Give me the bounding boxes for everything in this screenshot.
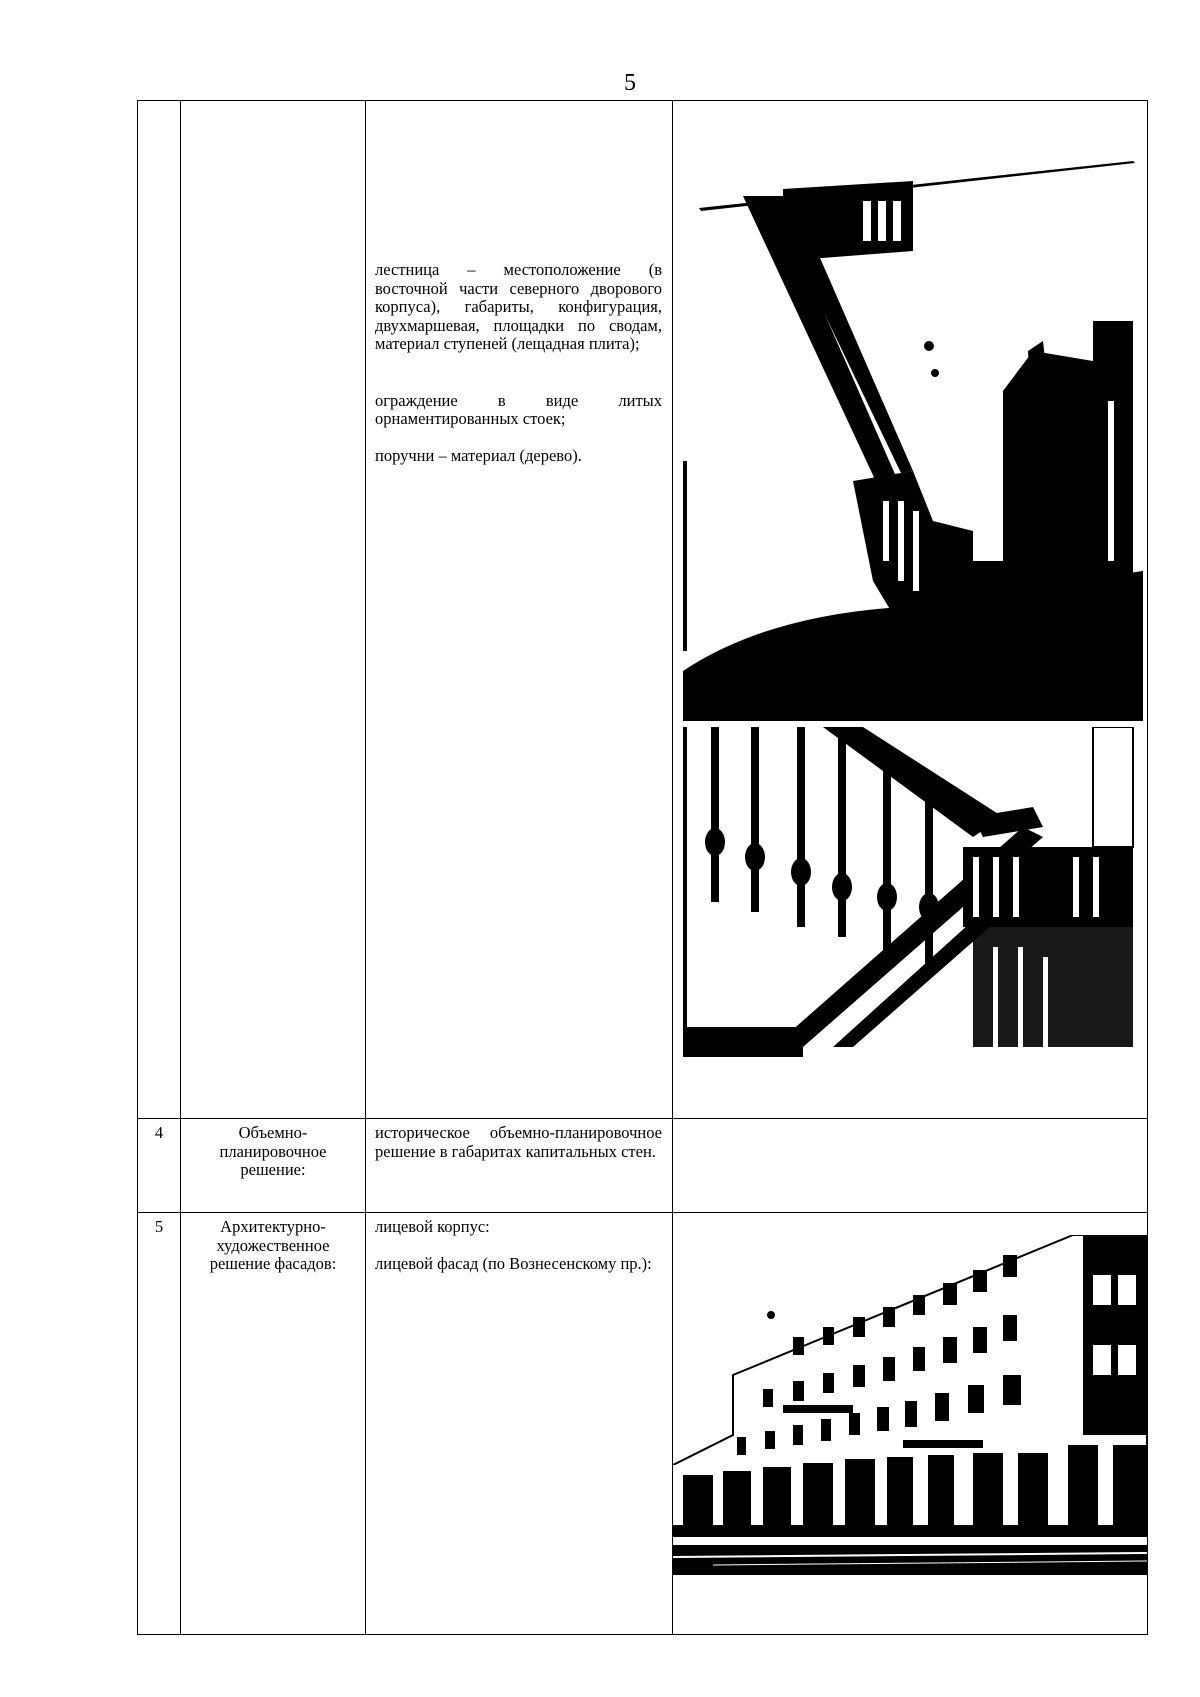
table-row xyxy=(138,1213,1148,1635)
description-paragraph: поручни – материал (дерево). xyxy=(375,445,582,465)
row-number-cell: 5 xyxy=(138,1213,181,1635)
description-cell xyxy=(366,101,673,1119)
facade-photo xyxy=(673,1235,1147,1615)
description-cell xyxy=(366,1119,673,1213)
row-number-cell: 4 xyxy=(138,1119,181,1213)
section-cell: Архитектурно-художественное решение фасадов: xyxy=(181,1213,366,1635)
staircase-photo xyxy=(673,101,1147,721)
photo-cell xyxy=(673,1119,1148,1213)
description-paragraph: лицевой фасад (по Вознесенскому пр.): xyxy=(375,1253,652,1273)
description-paragraph: лестница – местоположение (в восточной части северного дворового корпуса), габариты, конфигурация, двухмаршевая, площадки по сводам, материал ступеней (лещадная плита); xyxy=(375,260,662,353)
table-row xyxy=(138,1119,1148,1213)
section-cell: Объемно-планировочное решение: xyxy=(181,1119,366,1213)
table-row xyxy=(138,101,1148,1119)
photo-cell xyxy=(673,1213,1148,1635)
page-number: 5 xyxy=(624,70,636,96)
photo-cell xyxy=(673,101,1148,1119)
section-cell xyxy=(181,101,366,1119)
balusters-photo xyxy=(673,727,1147,1057)
description-cell xyxy=(366,1213,673,1635)
row-number-cell xyxy=(138,101,181,1119)
description-paragraph: историческое объемно-планировочное решение в габаритах капитальных стен. xyxy=(375,1123,662,1161)
description-paragraph: ограждение в виде литых орнаментированных стоек; xyxy=(375,390,662,428)
description-paragraph: лицевой корпус: xyxy=(375,1217,490,1236)
monument-table xyxy=(137,100,1148,1635)
